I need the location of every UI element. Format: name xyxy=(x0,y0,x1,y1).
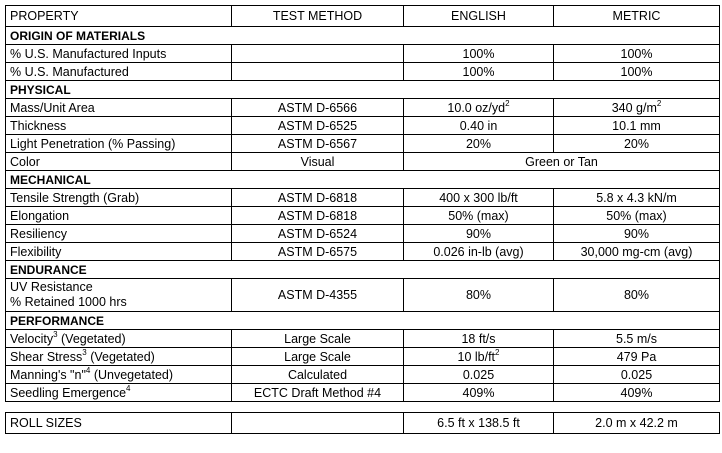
color-value-cell: Green or Tan xyxy=(404,153,720,171)
metric-cell: 50% (max) xyxy=(554,207,720,225)
table-row xyxy=(6,135,720,153)
superscript: 2 xyxy=(656,98,662,108)
english-cell: 100% xyxy=(404,63,554,81)
method-cell: ASTM D-6566 xyxy=(232,99,404,117)
property-cell xyxy=(6,279,232,312)
english-cell: 409% xyxy=(404,384,554,402)
value-text: 340 g/m xyxy=(611,100,657,115)
metric-cell: 2.0 m x 42.2 m xyxy=(554,413,720,434)
property-cell: Resiliency xyxy=(6,225,232,243)
metric-cell: 30,000 mg-cm (avg) xyxy=(554,243,720,261)
method-cell: Large Scale xyxy=(232,330,404,348)
table-row xyxy=(6,225,720,243)
table-row xyxy=(6,153,720,171)
property-cell xyxy=(6,348,232,366)
english-cell: 0.026 in-lb (avg) xyxy=(404,243,554,261)
english-cell: 100% xyxy=(404,45,554,63)
method-cell: ECTC Draft Method #4 xyxy=(232,384,404,402)
roll-sizes-label: ROLL SIZES xyxy=(6,413,232,434)
english-cell: 20% xyxy=(404,135,554,153)
property-line: UV Resistance xyxy=(10,280,93,294)
roll-sizes-row xyxy=(6,413,720,434)
method-cell: ASTM D-6575 xyxy=(232,243,404,261)
header-metric: METRIC xyxy=(554,6,720,27)
metric-cell: 10.1 mm xyxy=(554,117,720,135)
metric-cell: 90% xyxy=(554,225,720,243)
property-tail: (Vegetated) xyxy=(57,331,126,346)
metric-cell: 479 Pa xyxy=(554,348,720,366)
header-english: ENGLISH xyxy=(404,6,554,27)
table-row xyxy=(6,45,720,63)
english-cell xyxy=(404,348,554,366)
property-cell xyxy=(6,330,232,348)
table-row xyxy=(6,207,720,225)
english-cell: 0.40 in xyxy=(404,117,554,135)
method-cell: ASTM D-6525 xyxy=(232,117,404,135)
property-cell: Elongation xyxy=(6,207,232,225)
english-cell: 6.5 ft x 138.5 ft xyxy=(404,413,554,434)
property-cell: Mass/Unit Area xyxy=(6,99,232,117)
method-cell xyxy=(232,413,404,434)
property-cell: Thickness xyxy=(6,117,232,135)
table-row xyxy=(6,243,720,261)
section-row xyxy=(6,27,720,45)
table-row xyxy=(6,366,720,384)
header-property: PROPERTY xyxy=(6,6,232,27)
metric-cell xyxy=(554,99,720,117)
header-row xyxy=(6,6,720,27)
metric-cell: 100% xyxy=(554,45,720,63)
property-cell: Light Penetration (% Passing) xyxy=(6,135,232,153)
metric-cell: 5.5 m/s xyxy=(554,330,720,348)
english-cell: 80% xyxy=(404,279,554,312)
superscript: 3 xyxy=(82,347,87,357)
method-cell: ASTM D-6524 xyxy=(232,225,404,243)
metric-cell: 20% xyxy=(554,135,720,153)
property-line: % Retained 1000 hrs xyxy=(10,295,127,309)
property-cell: % U.S. Manufactured Inputs xyxy=(6,45,232,63)
property-tail: (Unvegetated) xyxy=(90,367,174,382)
section-row xyxy=(6,261,720,279)
section-endurance: ENDURANCE xyxy=(6,261,720,279)
method-cell: ASTM D-6818 xyxy=(232,189,404,207)
properties-table xyxy=(5,5,720,402)
metric-cell: 80% xyxy=(554,279,720,312)
table-row xyxy=(6,348,720,366)
method-cell: Visual xyxy=(232,153,404,171)
section-mechanical: MECHANICAL xyxy=(6,171,720,189)
property-cell xyxy=(6,366,232,384)
metric-cell: 100% xyxy=(554,63,720,81)
property-cell: Flexibility xyxy=(6,243,232,261)
property-text: Velocity xyxy=(10,331,54,346)
table-row xyxy=(6,279,720,312)
roll-sizes-table xyxy=(5,412,720,434)
superscript: 3 xyxy=(53,329,58,339)
section-row xyxy=(6,171,720,189)
metric-cell: 409% xyxy=(554,384,720,402)
section-performance: PERFORMANCE xyxy=(6,312,720,330)
superscript: 4 xyxy=(85,365,91,375)
table-row xyxy=(6,63,720,81)
method-cell: ASTM D-4355 xyxy=(232,279,404,312)
section-origin: ORIGIN OF MATERIALS xyxy=(6,27,720,45)
table-row xyxy=(6,99,720,117)
property-cell xyxy=(6,384,232,402)
superscript: 2 xyxy=(495,347,500,357)
property-text: Shear Stress xyxy=(10,349,83,364)
method-cell xyxy=(232,45,404,63)
metric-cell: 0.025 xyxy=(554,366,720,384)
value-text: 10.0 oz/yd xyxy=(447,100,506,115)
english-cell: 400 x 300 lb/ft xyxy=(404,189,554,207)
method-cell: ASTM D-6567 xyxy=(232,135,404,153)
table-row xyxy=(6,117,720,135)
table-row xyxy=(6,330,720,348)
property-cell: Color xyxy=(6,153,232,171)
english-cell: 0.025 xyxy=(404,366,554,384)
spec-sheet xyxy=(5,5,720,434)
section-physical: PHYSICAL xyxy=(6,81,720,99)
method-cell: Large Scale xyxy=(232,348,404,366)
method-cell: ASTM D-6818 xyxy=(232,207,404,225)
property-cell: Tensile Strength (Grab) xyxy=(6,189,232,207)
header-test-method: TEST METHOD xyxy=(232,6,404,27)
table-row xyxy=(6,384,720,402)
property-cell: % U.S. Manufactured xyxy=(6,63,232,81)
english-cell: 90% xyxy=(404,225,554,243)
property-text: Seedling Emergence xyxy=(10,385,127,400)
property-tail: (Vegetated) xyxy=(86,349,155,364)
superscript: 2 xyxy=(505,98,510,108)
section-row xyxy=(6,81,720,99)
english-cell: 18 ft/s xyxy=(404,330,554,348)
table-row xyxy=(6,189,720,207)
english-cell: 50% (max) xyxy=(404,207,554,225)
method-cell xyxy=(232,63,404,81)
metric-cell: 5.8 x 4.3 kN/m xyxy=(554,189,720,207)
english-cell xyxy=(404,99,554,117)
superscript: 4 xyxy=(126,383,131,393)
value-text: 10 lb/ft xyxy=(457,349,496,364)
method-cell: Calculated xyxy=(232,366,404,384)
property-text: Manning's "n" xyxy=(10,367,86,382)
section-row xyxy=(6,312,720,330)
